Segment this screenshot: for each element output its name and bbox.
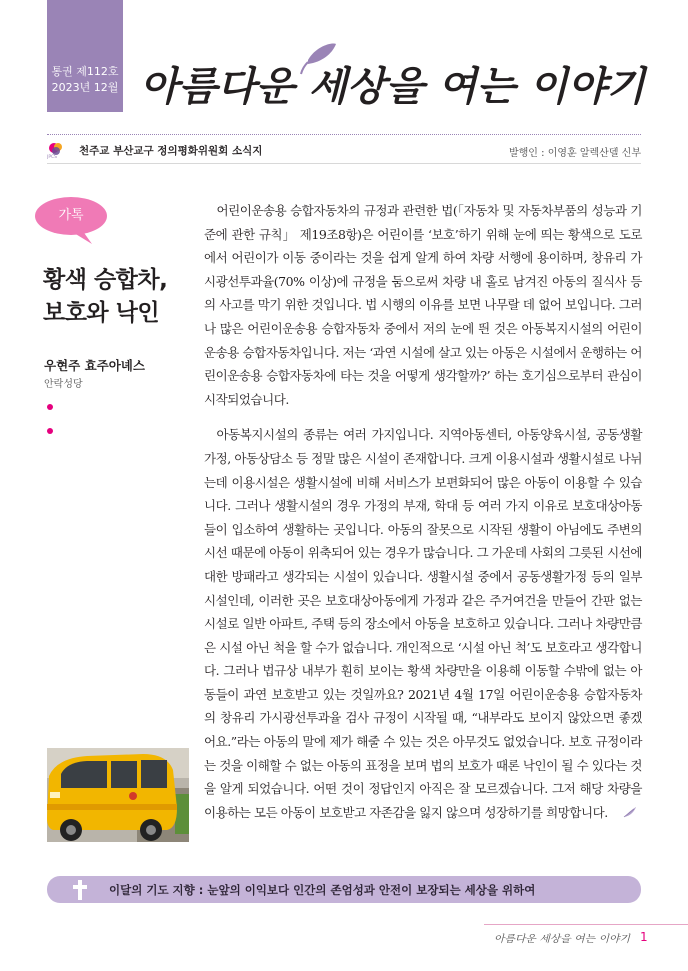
prayer-intention-text: 이달의 기도 지향 : 눈앞의 이익보다 인간의 존엄성과 안전이 보장되는 세상을 위하여 xyxy=(109,882,536,897)
article-body xyxy=(204,199,642,824)
svg-text:아름다운 세상을 여는 이야기: 아름다운 세상을 여는 이야기 xyxy=(494,934,620,945)
article-title xyxy=(43,264,213,330)
org-name: 천주교 부산교구 정의평화위원회 소식지 xyxy=(79,145,263,157)
footer-rule xyxy=(484,924,688,925)
article-paragraph-2 xyxy=(204,423,642,824)
author-parish: 안락성당 xyxy=(44,379,83,390)
prayer-intention-bar xyxy=(47,876,641,903)
publisher: 발행인 : 이영훈 알렉산델 신부 xyxy=(508,148,641,159)
masthead-leaf-icon xyxy=(308,44,336,64)
cross-icon xyxy=(72,879,88,901)
issue-volume: 통권 제112호 xyxy=(51,65,119,78)
article-paragraph-2-text: 아동복지시설의 종류는 여러 가지입니다. 지역아동센터, 아동양육시설, 공동생활가정, 아동상담소 등 정말 많은 시설이 존재합니다. 크게 이용시설과 생활시설로 나뉘는데 이용시설은 생활시설에 비해 서비스가 보편화되어 많은 아동이 이용할 수 있습니다. 그러나 생활시설의 경우 가정의 부재, 학대 등 여러 가지 이유로 보호대상아동들이 입소하여 생활하는 곳입니다. 아동의 잘못으로 시작된 생활이 아님에도 주변의 시선 때문에 아동이 위축되어 있는 경우가 많습니다. 그 가운데 사회의 그릇된 시선에 대한 방패라고 생각되는 시설이 있습니다. 생활시설 중에서 공동생활가정 등의 일부 시설인데, 이러한 곳은 보호대상아동에게 가정과 같은 주거여건을 만들어 간판 없는 시설로 일반 아파트, 주택 등의 장소에서 아동을 보호하고 있습니다. 그러나 차량만큼은 시설 아닌 척을 할 수가 없습니다. 개인적으로 ‘시설 아닌 척’도 보호라고 생각합니다. 그러나 법규상 내부가 훤히 보이는 황색 차량만을 이용해 이동할 수밖에 없는 아동들이 과연 보호받고 있는 것일까요? 2021년 4월 17일 어린이운송용 승합자동차의 창유리 가시광선투과율 검사 규정이 시작될 때, “내부라도 보이지 않았으면 좋겠어요.”라는 아동의 말에 제가 해줄 수 있는 것은 아무것도 없었습니다. 보호 규정이라는 것을 이해할 수 없는 아동의 표정을 보며 법의 보호가 때론 낙인이 될 수 있다는 것을 알게 되었습니다. 어떤 것이 정답인지 아직은 잘 모르겠습니다. 그저 해당 차량을 이용하는 모든 아동이 보호받고 자존감을 잃지 않으며 성장하기를 희망합니다. xyxy=(204,427,642,820)
decorative-dot xyxy=(47,428,53,434)
issue-box xyxy=(47,0,123,112)
masthead-text: 아름다운 세상을 여는 이야기 xyxy=(140,63,649,110)
issue-date: 2023년 12월 xyxy=(51,81,119,94)
page-number: 1 xyxy=(640,930,648,944)
jpcs-logo xyxy=(47,141,77,159)
yellow-van-photo xyxy=(47,748,189,842)
decorative-dot xyxy=(47,404,53,410)
article-title-line1: 황색 승합차, xyxy=(43,267,168,293)
header-dotted-rule xyxy=(47,134,641,135)
article-paragraph-1: 어린이운송용 승합자동차의 규정과 관련한 법(「자동차 및 자동차부품의 성능과 기준에 관한 규칙」 제19조8항)은 어린이를 ‘보호’하기 위해 눈에 띄는 황색으로 도로에서 어린이가 이동 중이라는 것을 쉽게 알게 하여 차량 서행에 용이하며, 창유리 가시광선투과율(70% 이상)에 규정을 둠으로써 차량 내 홀로 남겨진 아동의 질식사 등의 사고를 막기 위한 것입니다. 법 시행의 이유를 보면 나무랄 데 없어 보입니다. 그러나 많은 어린이운송용 승합자동차 중에서 저의 눈에 띈 것은 아동복지시설의 어린이운송용 승합자동차입니다. 저는 ‘과연 시설에 살고 있는 아동은 시설에서 운행하는 어린이운송용 승합자동차에 타는 것을 어떻게 생각할까?’ 하는 호기심으로부터 관심이 시작되었습니다. xyxy=(204,203,642,407)
masthead-title xyxy=(140,42,650,114)
svg-text:JPCS: JPCS xyxy=(47,155,58,159)
article-title-line2: 보호와 낙인 xyxy=(43,300,160,326)
author-name: 우현주 효주아녜스 xyxy=(44,358,145,373)
end-leaf-icon xyxy=(611,802,625,814)
footer-title xyxy=(494,929,634,945)
header-rule xyxy=(47,163,641,164)
category-label: 가톡 xyxy=(58,208,84,223)
